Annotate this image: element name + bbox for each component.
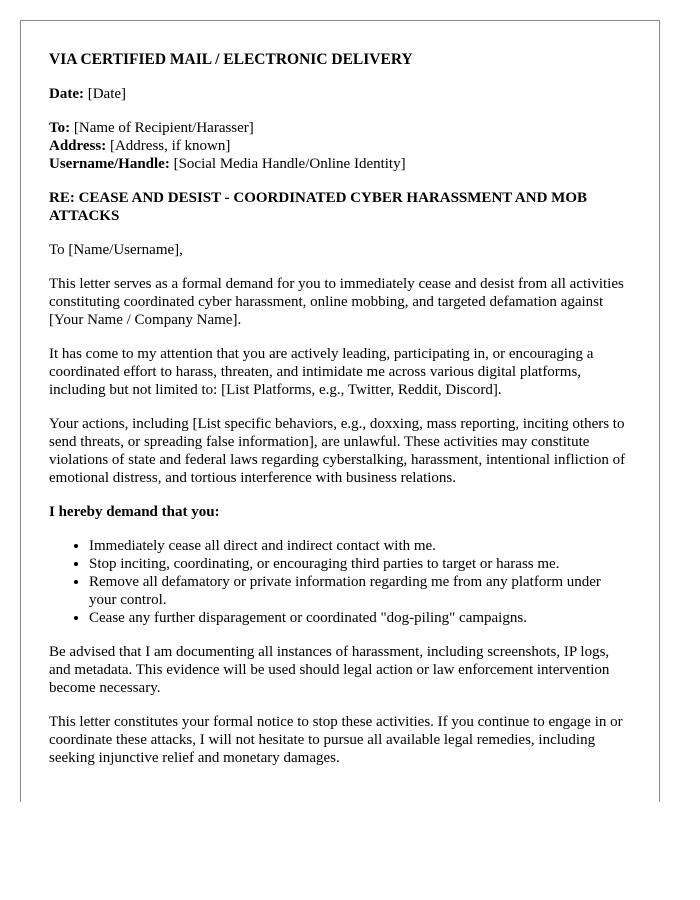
salutation: To [Name/Username], — [49, 242, 183, 258]
address-line — [49, 137, 631, 155]
demand-heading: I hereby demand that you: — [49, 504, 220, 520]
demand-item: • Remove all defamatory or private information regarding me from any platform under your control. — [89, 573, 631, 609]
letter-page — [20, 20, 660, 802]
to-line — [49, 119, 631, 137]
username-line — [49, 155, 631, 173]
delivery-header: VIA CERTIFIED MAIL / ELECTRONIC DELIVERY — [49, 51, 413, 68]
to-value: [Name of Recipient/Harasser] — [73, 120, 254, 136]
subject-line: RE: CEASE AND DESIST - COORDINATED CYBER HARASSMENT AND MOB ATTACKS — [49, 190, 588, 224]
closing-paragraph: Be advised that I am documenting all instances of harassment, including screenshots, IP logs, and metadata. This evidence will be used should legal action or law enforcement intervention become necessary. — [49, 644, 610, 696]
date-value: [Date] — [87, 86, 127, 102]
date-label: Date: — [49, 86, 84, 102]
address-label: Address: — [49, 138, 107, 154]
to-label: To: — [49, 120, 71, 136]
username-value: [Social Media Handle/Online Identity] — [173, 156, 406, 172]
recipient-block — [49, 119, 631, 173]
date-line — [49, 85, 631, 103]
demand-item: • Cease any further disparagement or coordinated "dog-piling" campaigns. — [89, 609, 631, 627]
address-value: [Address, if known] — [109, 138, 231, 154]
demand-item: • Stop inciting, coordinating, or encouraging third parties to target or harass me. — [89, 555, 631, 573]
body-paragraph: It has come to my attention that you are actively leading, participating in, or encouraging a coordinated effort to harass, threaten, and intimidate me across various digital platforms, including but not limited to: [List Platforms, e.g., Twitter, Reddit, Discord]. — [49, 346, 594, 398]
demand-list — [49, 537, 631, 627]
body-paragraph: This letter serves as a formal demand for you to immediately cease and desist from all activities constituting coordinated cyber harassment, online mobbing, and targeted defamation against [Your Name / Company Name]. — [49, 276, 624, 328]
username-label: Username/Handle: — [49, 156, 170, 172]
closing-paragraph: This letter constitutes your formal notice to stop these activities. If you continue to engage in or coordinate these attacks, I will not hesitate to pursue all available legal remedies, including seeking injunctive relief and monetary damages. — [49, 714, 623, 766]
body-paragraph: Your actions, including [List specific behaviors, e.g., doxxing, mass reporting, inciting others to send threats, or spreading false information], are unlawful. These activities may constitute violations of state and federal laws regarding cyberstalking, harassment, intentional infliction of emotional distress, and tortious interference with business relations. — [49, 416, 626, 486]
demand-item: • Immediately cease all direct and indirect contact with me. — [89, 537, 631, 555]
